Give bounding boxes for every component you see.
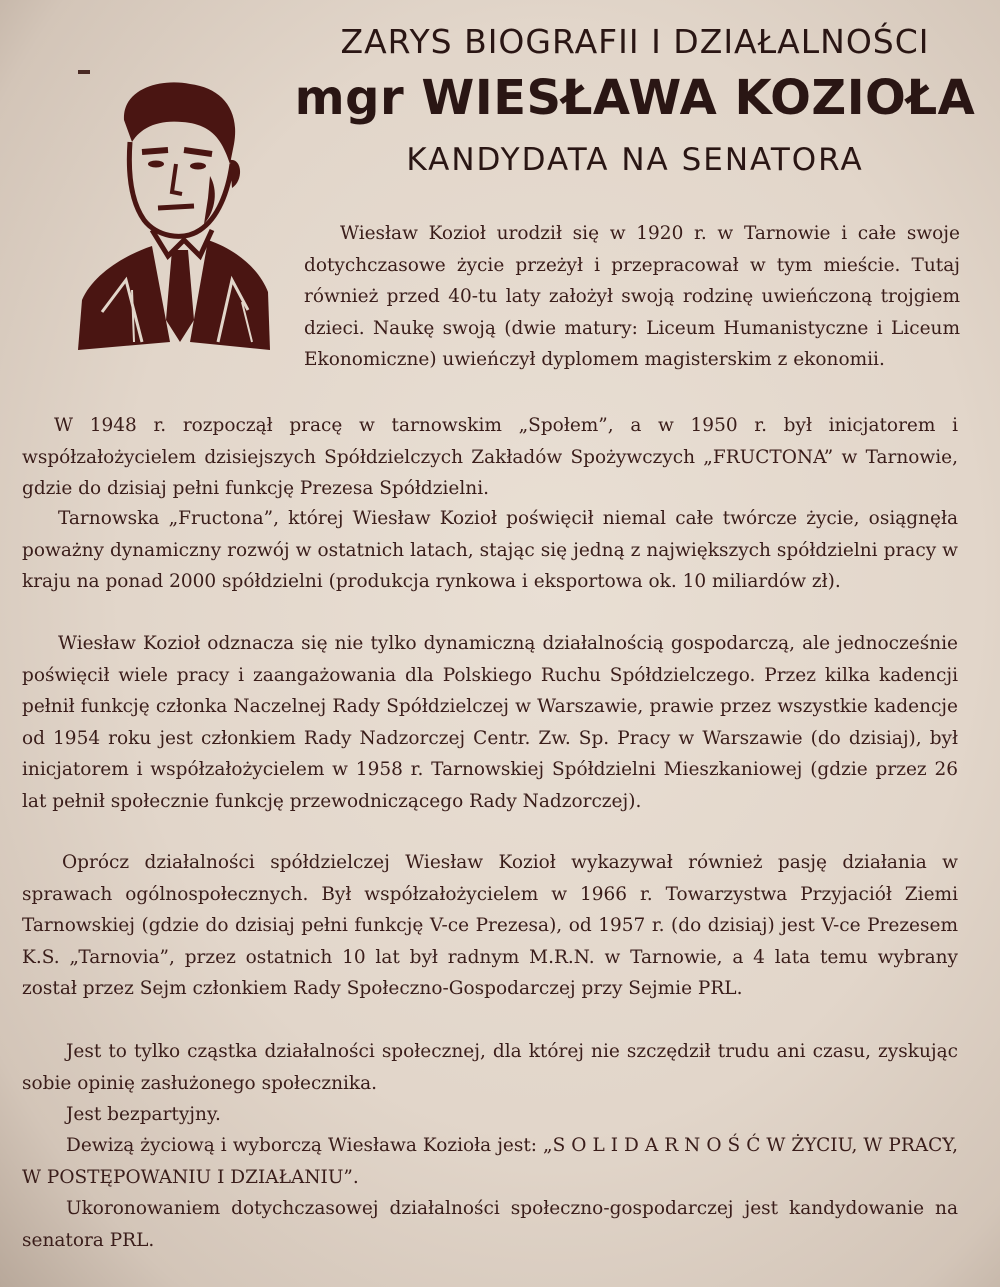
paragraph-motto: Dewizą życiową i wyborczą Wiesława Kozioła jest: „S O L I D A R N O Ś Ć W ŻYCIU, W PRACY, W POSTĘPOWANIU I DZIAŁANIU”. (22, 1135, 958, 1188)
corner-mark (78, 70, 90, 74)
portrait-photo (72, 80, 276, 350)
paragraph-birth-family: Wiesław Kozioł urodził się w 1920 r. w Tarnowie i całe swoje dotychczasowe życie przeżył i przepracował w tym mieście. Tutaj również przed 40-tu laty założył swoją rodzinę uwieńczoną trojgiem dzieci. Naukę swoją (dwie matury: Liceum Humanistyczne i Liceum Ekonomiczne) uwieńczył dyplomem magisterskim z ekonomii. (304, 223, 960, 370)
document-title-name: mgr WIESŁAWA KOZIOŁA (294, 70, 976, 126)
paragraph-cooperative-activity: Wiesław Kozioł odznacza się nie tylko dynamiczną działalnością gospodarczą, ale jednocześnie poświęcił wiele pracy i zaangażowania dla Polskiego Ruchu Spółdzielczego. Przez kilka kadencji pełnił funkcję członka Naczelnej Rady Spółdzielczej w Warszawie, prawie przez wszystkie kadencje od 1954 roku jest członkiem Rady Nadzorczej Centr. Zw. Sp. Pracy w Warszawie (do dzisiaj), był inicjatorem i współzałożycielem w 1958 r. Tarnowskiej Spółdzielni Mieszkaniowej (gdzie przez 26 lat pełnił społecznie funkcję przewodniczącego Rady Nadzorczej). (22, 633, 958, 812)
paragraph-candidacy: Ukoronowaniem dotychczasowej działalności społeczno-gospodarczej jest kandydowanie na senatora PRL. (22, 1198, 958, 1251)
paragraph-fructona: Tarnowska „Fructona”, której Wiesław Kozioł poświęcił niemal całe twórcze życie, osiągnęła poważny dynamiczny rozwój w ostatnich latach, stając się jedną z największych spółdzielni pracy w kraju na ponad 2000 spółdzielni (produkcja rynkowa i eksportowa ok. 10 miliardów zł). (22, 508, 958, 592)
document-title-line1: ZARYS BIOGRAFII I DZIAŁALNOŚCI (340, 22, 930, 61)
paragraph-social-summary: Jest to tylko cząstka działalności społecznej, dla której nie szczędził trudu ani czasu, zyskując sobie opinię zasłużonego społecznika. (22, 1041, 958, 1094)
document-subtitle: KANDYDATA NA SENATORA (406, 142, 864, 178)
paragraph-social-activity: Oprócz działalności spółdzielczej Wiesław Kozioł wykazywał również pasję działania w sprawach ogólnospołecznych. Był współzałożycielem w 1966 r. Towarzystwa Przyjaciół Ziemi Tarnowskiej (gdzie do dzisiaj pełni funkcję V-ce Prezesa), od 1957 r. (do dzisiaj) jest V-ce Prezesem K.S. „Tarnovia”, przez ostatnich 10 lat był radnym M.R.N. w Tarnowie, a 4 lata temu wybrany został przez Sejm członkiem Rady Społeczno-Gospodarczej przy Sejmie PRL. (22, 852, 958, 999)
paragraph-nonpartisan: Jest bezpartyjny. (66, 1104, 221, 1125)
paragraph-career-start: W 1948 r. rozpoczął pracę w tarnowskim „Społem”, a w 1950 r. był inicjatorem i współzałożycielem dzisiejszych Spółdzielczych Zakładów Spożywczych „FRUCTONA” w Tarnowie, gdzie do dzisiaj pełni funkcję Prezesa Spółdzielni. (22, 415, 958, 499)
